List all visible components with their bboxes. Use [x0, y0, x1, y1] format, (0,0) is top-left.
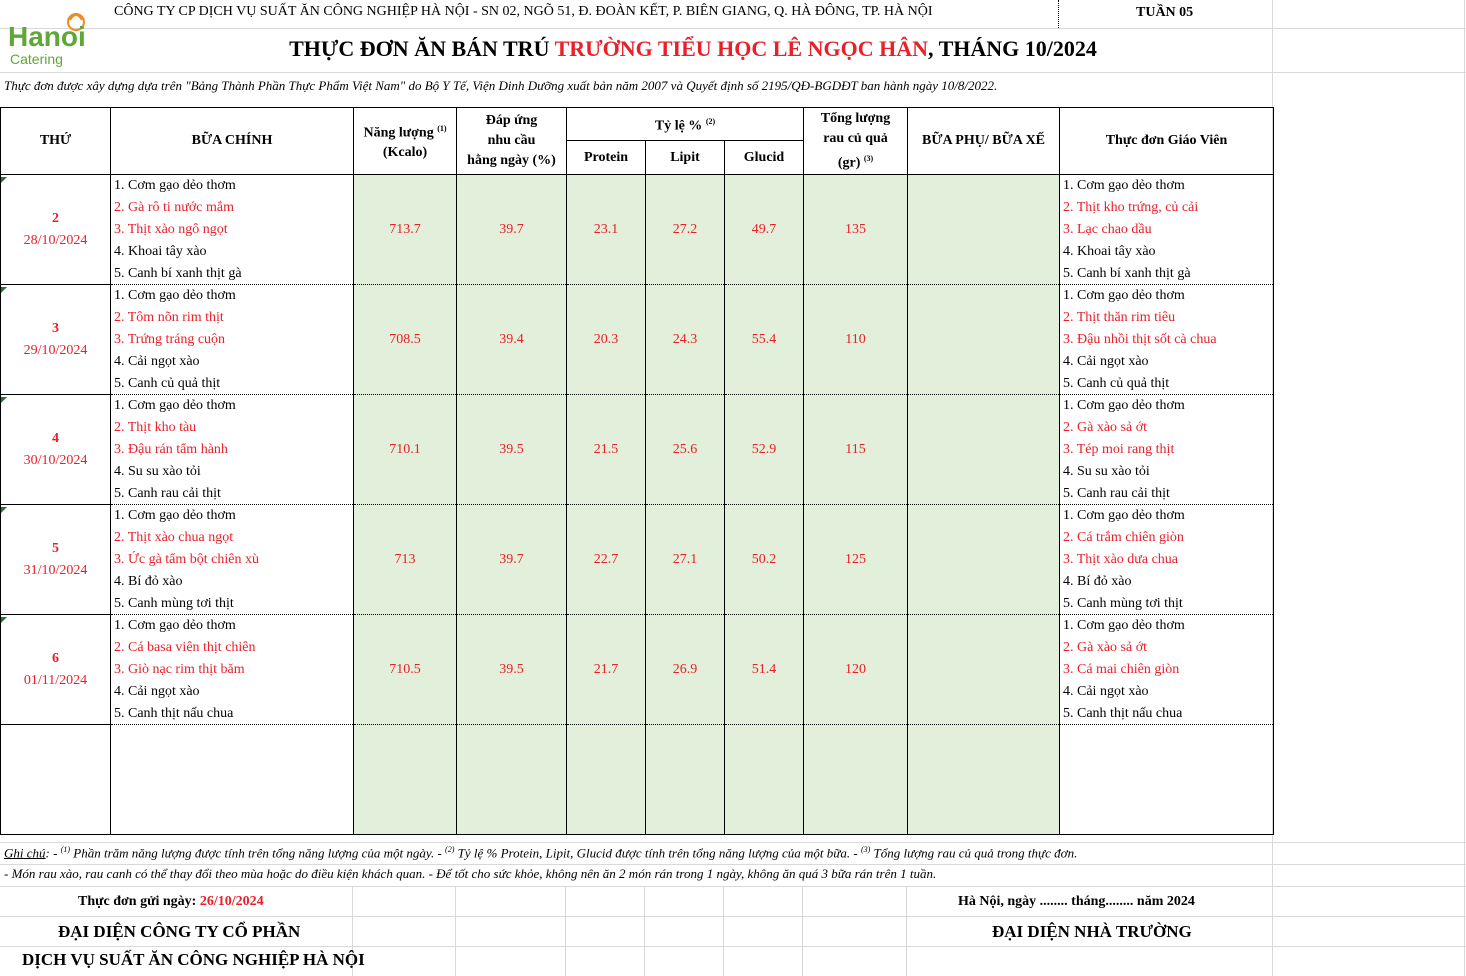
main-dish: 2. Cá basa viên thịt chiên: [111, 637, 354, 659]
teacher-dish: 3. Tép moi rang thịt: [1060, 439, 1274, 461]
day-number: 2: [52, 210, 59, 226]
value-protein: 21.5: [567, 395, 646, 505]
snack-cell: [908, 175, 1060, 285]
week-label: TUẦN 05: [1136, 5, 1194, 20]
teacher-dish: 3. Đậu nhồi thịt sốt cà chua: [1060, 329, 1274, 351]
value-energy: 708.5: [354, 285, 457, 395]
value-lipit: 24.3: [646, 285, 725, 395]
blank-cell: [1, 725, 111, 835]
value-glucid: 50.2: [725, 505, 804, 615]
teacher-dish: 2. Cá trắm chiên giòn: [1060, 527, 1274, 549]
main-dish: 2. Thịt xào chua ngọt: [111, 527, 354, 549]
cell-comment-marker: [1, 177, 7, 183]
blank-row: [1, 725, 1274, 835]
teacher-dish: 2. Thịt thăn rim tiêu: [1060, 307, 1274, 329]
value-glucid: 55.4: [725, 285, 804, 395]
header-energy: Năng lượng $^{(1)}$ (Kcalo): [354, 108, 457, 175]
day-number: 5: [52, 540, 59, 556]
main-dish: 3. Thịt xào ngô ngọt: [111, 219, 354, 241]
teacher-dish: 5. Canh rau cải thịt: [1060, 483, 1274, 505]
value-lipit: 27.2: [646, 175, 725, 285]
menu-row: [1, 175, 1274, 197]
footnote-line-2: - Món rau xào, rau canh có thể thay đổi theo mùa hoặc do điều kiện khách quan. - Để tốt cho sức khỏe, không nên ăn 2 món rán trong 1 ngày, không ăn quá 3 bữa rán trên 1 tuần.: [4, 866, 937, 881]
value-veg: 125: [804, 505, 908, 615]
value-protein: 20.3: [567, 285, 646, 395]
main-dish: 5. Canh bí xanh thịt gà: [111, 263, 354, 285]
main-dish: 4. Cải ngọt xào: [111, 681, 354, 703]
cell-comment-marker: [1, 507, 7, 513]
teacher-dish: 1. Cơm gạo dẻo thơm: [1060, 505, 1274, 527]
value-lipit: 25.6: [646, 395, 725, 505]
page-title: THỰC ĐƠN ĂN BÁN TRÚ TRƯỜNG TIỂU HỌC LÊ NGỌC HÂN, THÁNG 10/2024: [289, 36, 1097, 61]
main-dish: 2. Tôm nõn rim thịt: [111, 307, 354, 329]
teacher-dish: 4. Cải ngọt xào: [1060, 681, 1274, 703]
blank-cell: [725, 725, 804, 835]
header-teacher-menu: Thực đơn Giáo Viên: [1060, 108, 1274, 175]
teacher-dish: 5. Canh mùng tơi thịt: [1060, 593, 1274, 615]
blank-cell: [111, 725, 354, 835]
day-date: 30/10/2024: [23, 452, 88, 468]
main-dish: 1. Cơm gạo dẻo thơm: [111, 615, 354, 637]
value-lipit: 27.1: [646, 505, 725, 615]
day-cell: [1, 615, 111, 725]
header-snack: BỮA PHỤ/ BỮA XẾ: [908, 108, 1060, 175]
company-address: CÔNG TY CP DỊCH VỤ SUẤT ĂN CÔNG NGHIỆP HÀ NỘI - SN 02, NGÕ 51, Đ. ĐOÀN KẾT, P. BIÊN GIANG, Q. HÀ ĐÔNG, TP. HÀ NỘI: [114, 4, 933, 19]
cell-comment-marker: [1, 397, 7, 403]
menu-row: [1, 505, 1274, 527]
svg-text:Hanoi: Hanoi: [8, 21, 86, 52]
blank-cell: [646, 725, 725, 835]
blank-cell: [567, 725, 646, 835]
teacher-dish: 3. Thịt xào dưa chua: [1060, 549, 1274, 571]
main-dish: 5. Canh thịt nấu chua: [111, 703, 354, 725]
value-veg: 135: [804, 175, 908, 285]
value-lipit: 26.9: [646, 615, 725, 725]
company-representative-line-1: ĐẠI DIỆN CÔNG TY CỔ PHẦN: [58, 922, 301, 941]
sent-date: Thực đơn gửi ngày: 26/10/2024: [78, 894, 264, 909]
teacher-dish: 2. Thịt kho trứng, củ cải: [1060, 197, 1274, 219]
main-dish: 3. Ức gà tẩm bột chiên xù: [111, 549, 354, 571]
snack-cell: [908, 505, 1060, 615]
header-daily-need: Đáp ứng nhu cầu hằng ngày (%): [457, 108, 567, 175]
main-dish: 5. Canh mùng tơi thịt: [111, 593, 354, 615]
value-glucid: 52.9: [725, 395, 804, 505]
teacher-dish: 5. Canh củ quả thịt: [1060, 373, 1274, 395]
teacher-dish: 4. Su su xào tỏi: [1060, 461, 1274, 483]
main-dish: 4. Cải ngọt xào: [111, 351, 354, 373]
value-energy: 710.5: [354, 615, 457, 725]
header-main-meal: BỮA CHÍNH: [111, 108, 354, 175]
menu-row: [1, 395, 1274, 417]
teacher-dish: 1. Cơm gạo dẻo thơm: [1060, 615, 1274, 637]
value-protein: 22.7: [567, 505, 646, 615]
blank-cell: [457, 725, 567, 835]
value-veg: 115: [804, 395, 908, 505]
day-number: 6: [52, 650, 59, 666]
blank-cell: [354, 725, 457, 835]
main-dish: 2. Thịt kho tàu: [111, 417, 354, 439]
teacher-dish: 3. Cá mai chiên giòn: [1060, 659, 1274, 681]
main-dish: 1. Cơm gạo dẻo thơm: [111, 395, 354, 417]
main-dish: 4. Su su xào tỏi: [111, 461, 354, 483]
value-glucid: 49.7: [725, 175, 804, 285]
main-dish: 5. Canh rau cải thịt: [111, 483, 354, 505]
menu-row: [1, 615, 1274, 637]
header-vegetables: Tổng lượng rau củ quả (gr) $^{(3)}$: [804, 108, 908, 175]
snack-cell: [908, 285, 1060, 395]
header-protein: Protein: [567, 141, 646, 175]
main-dish: 4. Bí đỏ xào: [111, 571, 354, 593]
day-date: 31/10/2024: [23, 562, 88, 578]
day-cell: [1, 285, 111, 395]
teacher-dish: 2. Gà xào sả ớt: [1060, 637, 1274, 659]
main-dish: 3. Giò nạc rim thịt băm: [111, 659, 354, 681]
day-cell: [1, 505, 111, 615]
place-date-line: Hà Nội, ngày ........ tháng........ năm 2024: [958, 894, 1195, 909]
menu-basis-note: Thực đơn được xây dựng dựa trên "Bảng Thành Phần Thực Phẩm Việt Nam" do Bộ Y Tế, Viện Dinh Dưỡng xuất bản năm 2007 và Quyết định số 2195/QĐ-BGDĐT ban hành ngày 10/8/2022.: [4, 78, 998, 93]
header-ratio: Tỷ lệ % $^{(2)}$: [567, 108, 804, 141]
value-protein: 23.1: [567, 175, 646, 285]
teacher-dish: 5. Canh bí xanh thịt gà: [1060, 263, 1274, 285]
main-dish: 1. Cơm gạo dẻo thơm: [111, 175, 354, 197]
main-dish: 3. Đậu rán tẩm hành: [111, 439, 354, 461]
main-dish: 4. Khoai tây xào: [111, 241, 354, 263]
header-lipit: Lipit: [646, 141, 725, 175]
cell-comment-marker: [1, 617, 7, 623]
teacher-dish: 2. Gà xào sả ớt: [1060, 417, 1274, 439]
value-meet: 39.4: [457, 285, 567, 395]
teacher-dish: 4. Cải ngọt xào: [1060, 351, 1274, 373]
header-glucid: Glucid: [725, 141, 804, 175]
value-veg: 120: [804, 615, 908, 725]
day-cell: [1, 395, 111, 505]
main-dish: 1. Cơm gạo dẻo thơm: [111, 505, 354, 527]
day-date: 29/10/2024: [23, 342, 88, 358]
value-meet: 39.5: [457, 395, 567, 505]
menu-table: [0, 107, 1274, 835]
day-date: 01/11/2024: [23, 672, 88, 688]
header-day: THỨ: [1, 108, 111, 175]
snack-cell: [908, 615, 1060, 725]
cell-comment-marker: [1, 287, 7, 293]
main-dish: 2. Gà rô ti nước mắm: [111, 197, 354, 219]
teacher-dish: 4. Bí đỏ xào: [1060, 571, 1274, 593]
blank-cell: [908, 725, 1060, 835]
day-date: 28/10/2024: [23, 232, 88, 248]
school-representative: ĐẠI DIỆN NHÀ TRƯỜNG: [992, 922, 1192, 941]
value-veg: 110: [804, 285, 908, 395]
menu-row: [1, 285, 1274, 307]
value-glucid: 51.4: [725, 615, 804, 725]
teacher-dish: 1. Cơm gạo dẻo thơm: [1060, 395, 1274, 417]
teacher-dish: 4. Khoai tây xào: [1060, 241, 1274, 263]
value-energy: 713.7: [354, 175, 457, 285]
svg-text:Catering: Catering: [10, 51, 63, 67]
value-meet: 39.7: [457, 175, 567, 285]
teacher-dish: 3. Lạc chao dầu: [1060, 219, 1274, 241]
day-cell: [1, 175, 111, 285]
day-number: 4: [52, 430, 59, 446]
value-meet: 39.7: [457, 505, 567, 615]
teacher-dish: 5. Canh thịt nấu chua: [1060, 703, 1274, 725]
main-dish: 3. Trứng tráng cuộn: [111, 329, 354, 351]
footnote-line-1: Ghi chú: - $^{(1)}$ Phần trăm năng lượng được tính trên tổng năng lượng của một ngày. - $^{(2)}$ Tỷ lệ % Protein, Lipit, Glucid được tính trên tổng năng lượng của một bữa. - $^{(3)}$ Tổng lượng rau củ quả trong thực đơn.: [4, 845, 1078, 861]
snack-cell: [908, 395, 1060, 505]
value-energy: 713: [354, 505, 457, 615]
main-dish: 1. Cơm gạo dẻo thơm: [111, 285, 354, 307]
day-number: 3: [52, 320, 59, 336]
main-dish: 5. Canh củ quả thịt: [111, 373, 354, 395]
teacher-dish: 1. Cơm gạo dẻo thơm: [1060, 285, 1274, 307]
blank-cell: [1060, 725, 1274, 835]
company-representative-line-2: DỊCH VỤ SUẤT ĂN CÔNG NGHIỆP HÀ NỘI: [22, 950, 365, 969]
value-energy: 710.1: [354, 395, 457, 505]
value-protein: 21.7: [567, 615, 646, 725]
teacher-dish: 1. Cơm gạo dẻo thơm: [1060, 175, 1274, 197]
value-meet: 39.5: [457, 615, 567, 725]
blank-cell: [804, 725, 908, 835]
